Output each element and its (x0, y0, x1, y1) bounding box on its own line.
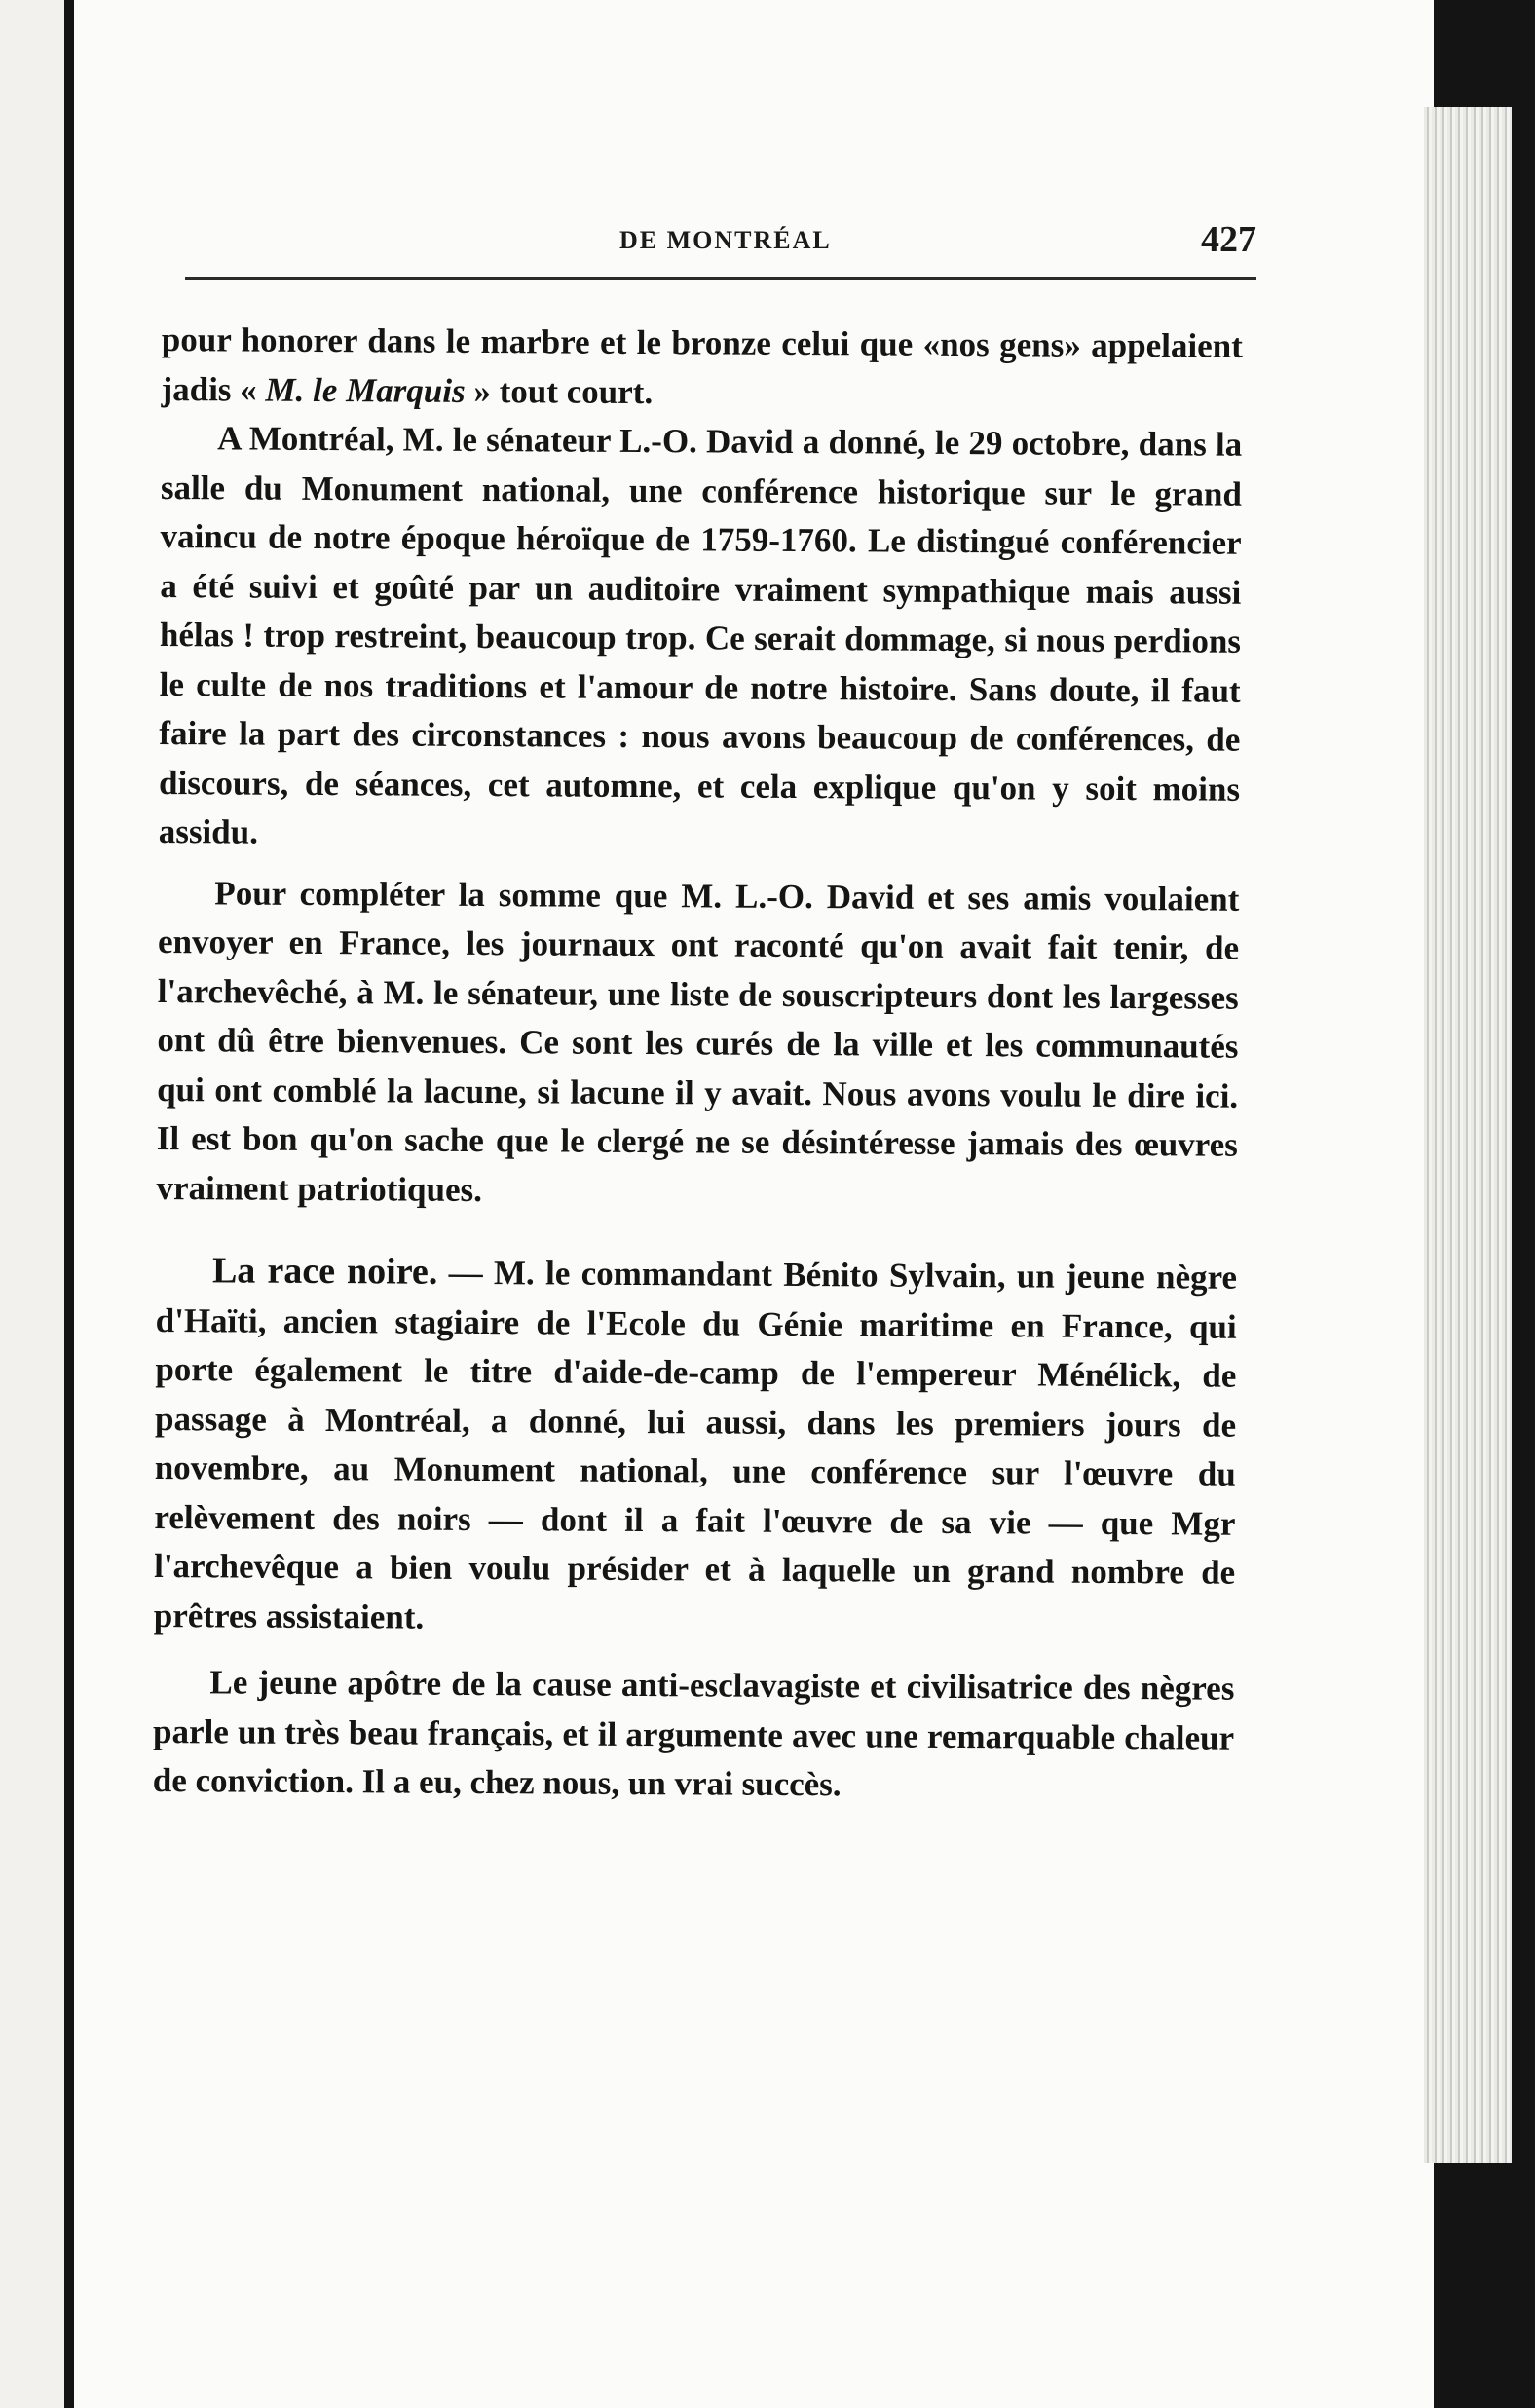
paragraph-subscription: Pour compléter la somme que M. L.-O. David et ses amis voulaient envoyer en France, les journaux ont raconté qu'on avait fait tenir, de l'archevêché, à M. le sénateur, une liste de souscripteurs dont les largesses ont dû être bienvenues. Ce sont les curés de la ville et les communautés qui ont comblé la lacune, si lacune il y avait. Nous avons voulu le dire ici. Il est bon qu'on sache que le clergé ne se désintéresse jamais des œuvres vraiment patriotiques. (156, 873, 1240, 1209)
body-text (153, 316, 1243, 1812)
section-heading: La race noire. (211, 1250, 438, 1293)
left-page-edge (0, 0, 64, 2408)
paragraph-race-noire: La race noire. — M. le commandant Bénito Sylvain, un jeune nègre d'Haïti, ancien stagiaire de l'Ecole du Génie maritime en France, qui porte également le titre d'aide-de-camp de l'empereur Ménélick, de passage à Montréal, a donné, lui aussi, dans les premiers jours de novembre, au Monument national, une conférence sur l'œuvre du relèvement des noirs — dont il a fait l'œuvre de sa vie — que Mgr l'archevêque a bien voulu présider et à laquelle un grand nombre de prêtres assistaient. (153, 1250, 1238, 1637)
paragraph-continuation: pour honorer dans le marbre et le bronze celui que «nos gens» appelaient jadis « M. le Marquis » tout court. (161, 320, 1243, 411)
italic-phrase: M. le Marquis (265, 370, 466, 410)
paragraph-david-conference: A Montréal, M. le sénateur L.-O. David a donné, le 29 octobre, dans la salle du Monument national, une conférence historique sur le grand vaincu de notre époque héroïque de 1759-1760. Le distingué conférencier a été suivi et goûté par un auditoire vraiment sympathique mais aussi hélas ! trop restreint, beaucoup trop. Ce serait dommage, si nous perdions le culte de nos traditions et l'amour de notre histoire. Sans doute, il faut faire la part des circonstances : nous avons beaucoup de conférences, de discours, de séances, cet automne, et cela explique qu'on y soit moins assidu. (158, 419, 1243, 851)
page-number: 427 (1201, 219, 1256, 260)
running-head (185, 219, 1256, 284)
header-rule (185, 277, 1256, 280)
paragraph-apotre: Le jeune apôtre de la cause anti-esclavagiste et civilisatrice des nègres parle un très beau français, et il argumente avec une remarquable chaleur de conviction. Il a eu, chez nous, un vrai succès. (152, 1663, 1235, 1804)
running-title: DE MONTRÉAL (619, 226, 832, 254)
page-stack-edges (1424, 107, 1512, 2163)
